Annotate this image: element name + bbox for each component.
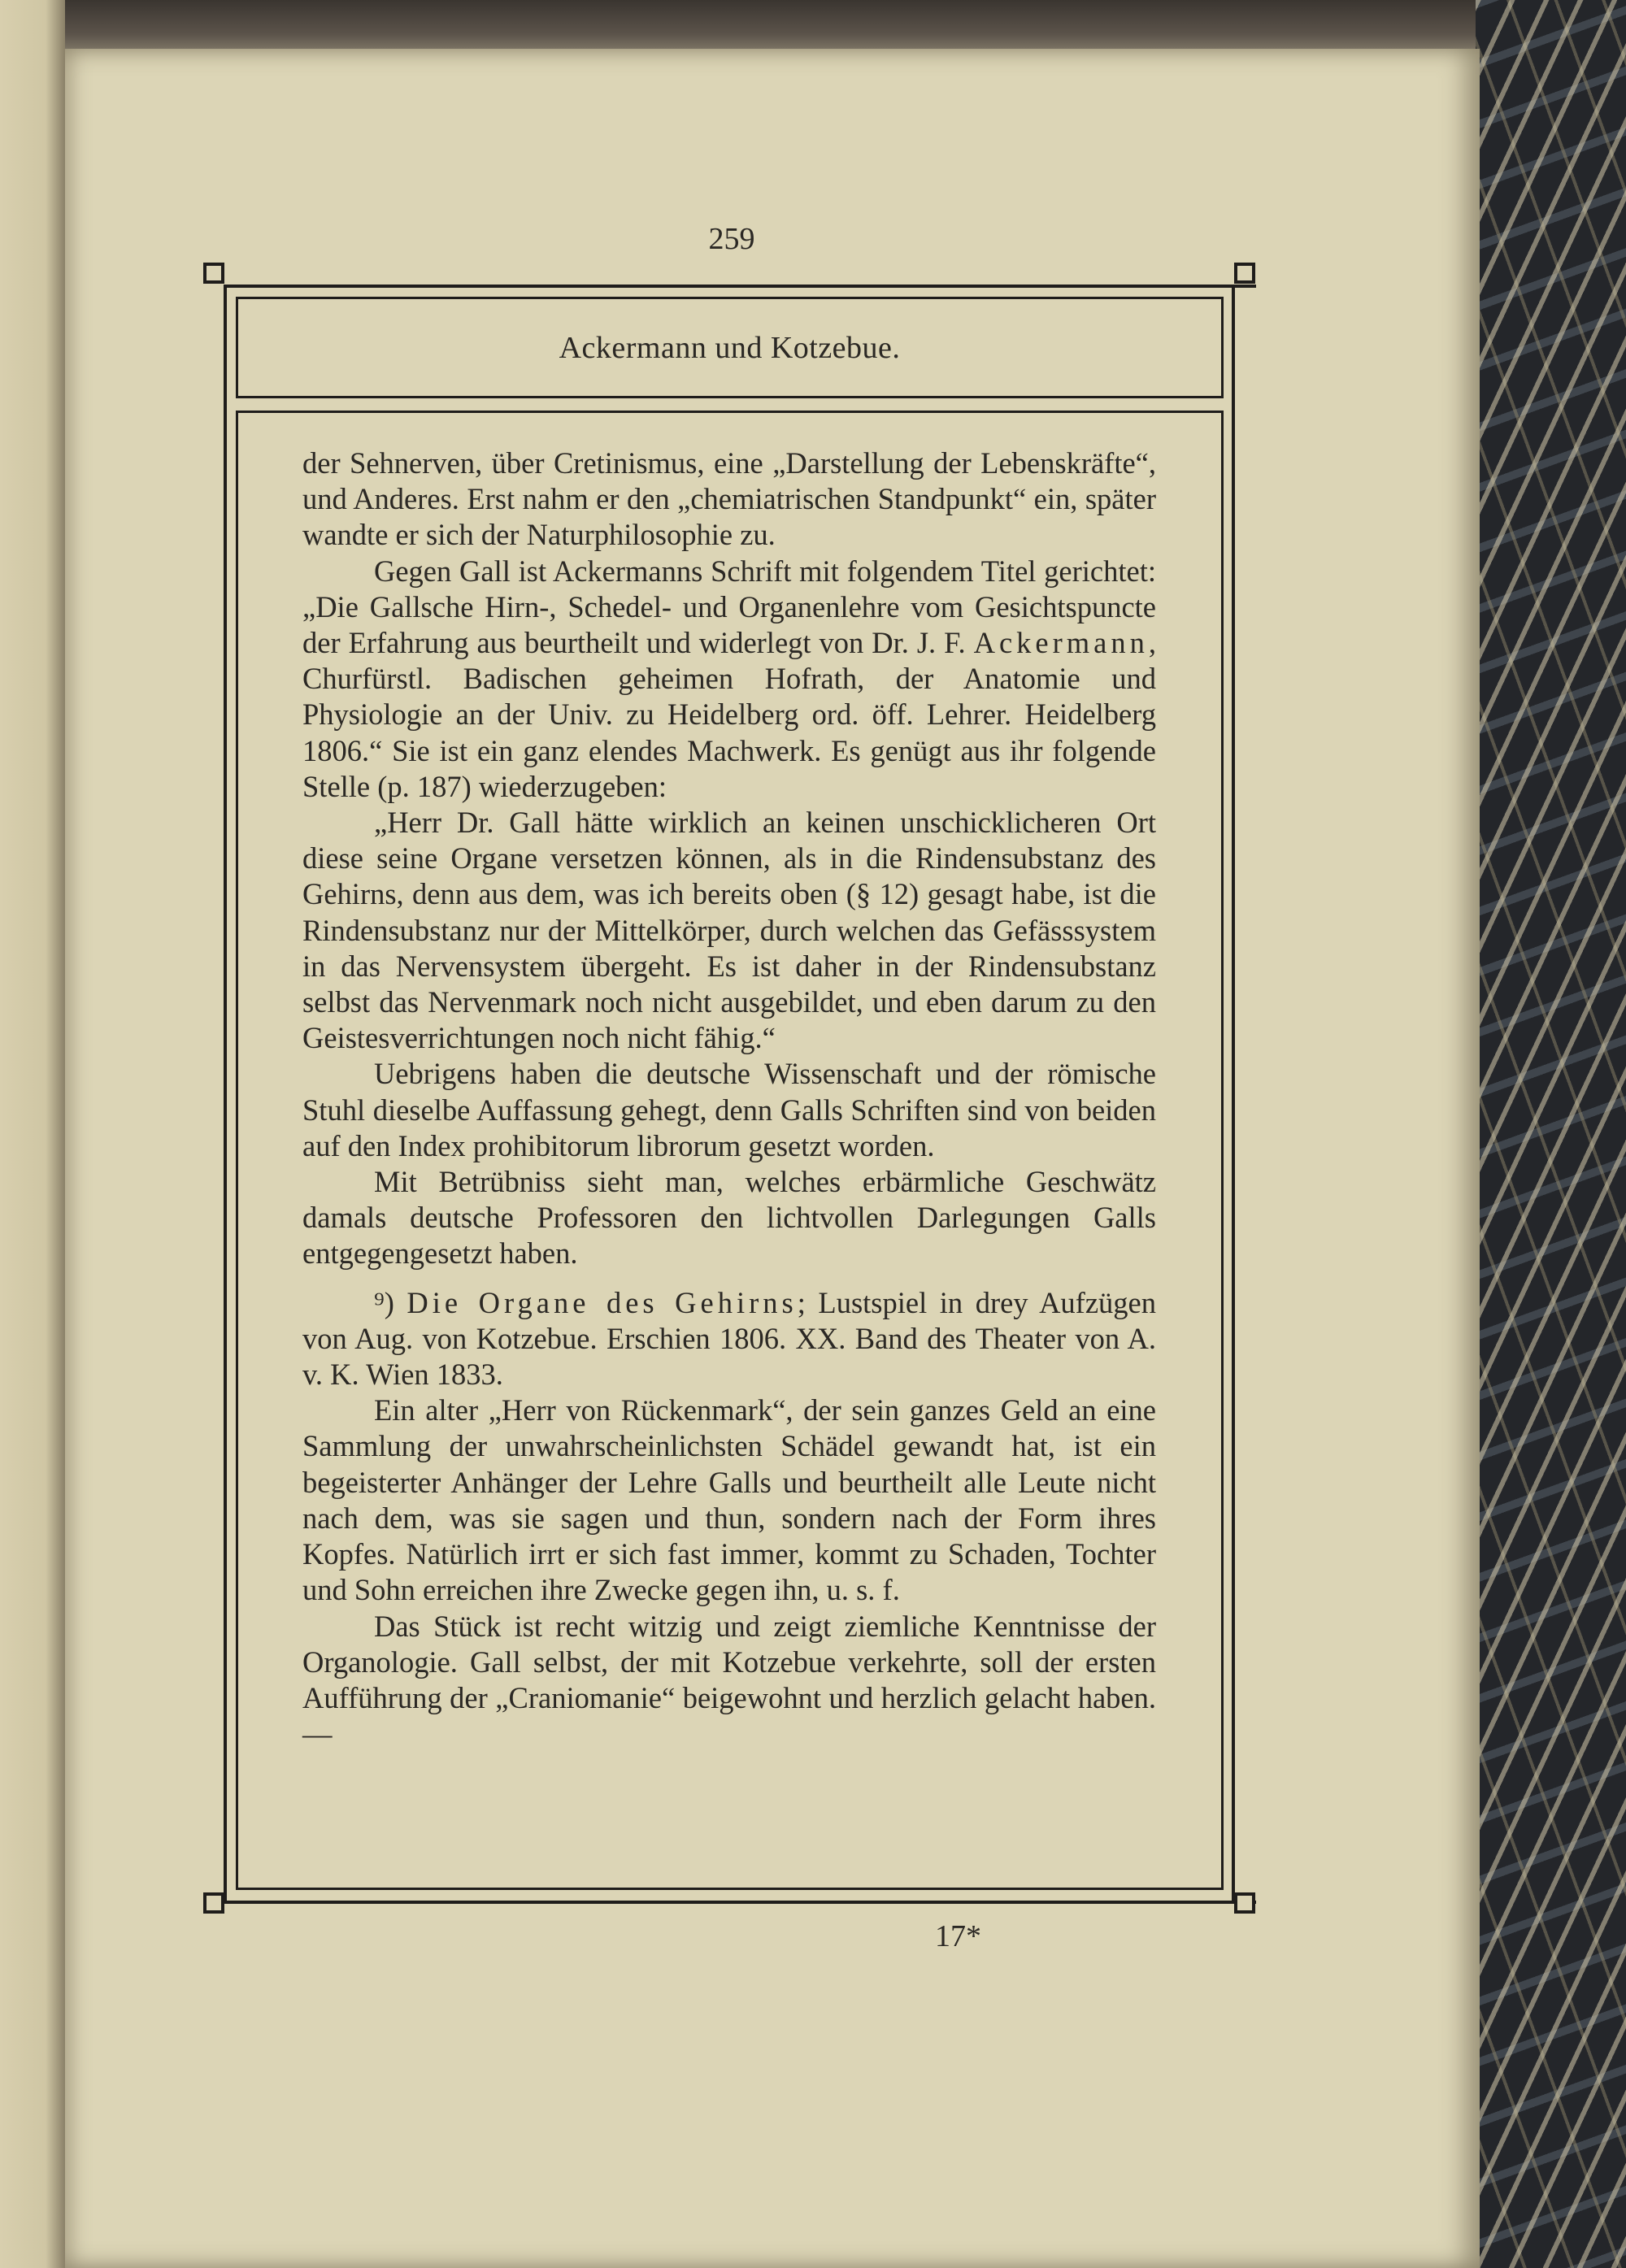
paragraph-text: ; Lustspiel in drey Aufzügen von Aug. von Kotzebue. Erschien 1806. XX. Band des Theater von A. v. K. Wien 1833. [302, 1285, 1156, 1392]
marbled-cover [1476, 0, 1626, 2268]
quotation [302, 805, 1156, 1056]
paragraph [302, 1609, 1156, 1753]
paragraph-text: „Herr Dr. Gall hätte wirklich an keinen unschicklicheren Ort diese seine Organe versetzen können, als in die Rindensubstanz des Gehirns, denn aus dem, was ich bereits oben (§ 12) gesagt habe, ist die Rindensubstanz nur der Mittelkörper, durch welchen das Gefässsystem in das Nervensystem übergeht. Es ist daher in der Rindensubstanz selbst das Nervenmark noch nicht ausgebildet, und eben darum zu den Geistesverrichtungen noch nicht fähig.“ [302, 806, 1156, 1055]
frame-top-line [224, 285, 1256, 288]
paragraph [302, 445, 1156, 554]
paragraph-text: Ein alter „Herr von Rückenmark“, der sein ganzes Geld an eine Sammlung der unwahrscheinlichsten Schädel gewandt hat, ist ein begeisterter Anhänger der Lehre Galls und beurtheilt alle Leute nicht nach dem, was sie sagen und thun, sondern nach der Form ihres Kopfes. Natürlich irrt er sich fast immer, kommt zu Schaden, Tochter und Sohn erreichen ihre Zwecke gegen ihn, u. s. f. [302, 1393, 1156, 1607]
paragraph-text: Gegen Gall ist Ackermanns Schrift mit folgendem Titel gerichtet: „Die Gallsche Hirn-, Schedel- und Organenlehre vom Gesichtspuncte der Erfahrung aus beurtheilt und widerlegt von Dr. J. F. [302, 554, 1156, 660]
paragraph [302, 554, 1156, 805]
paragraph-text: Das Stück ist recht witzig und zeigt ziemliche Kenntnisse der Organologie. Gall selbst, der mit Kotzebue verkehrte, soll der ersten Aufführung der „Craniomanie“ beigewohnt und herzlich gelacht haben. — [302, 1609, 1156, 1751]
page-body [302, 445, 1156, 1752]
frame-corner-bottom-right [1234, 1892, 1255, 1914]
paragraph [302, 1393, 1156, 1608]
footnote-marker: ⁹) [374, 1285, 407, 1319]
running-head: Ackermann und Kotzebue. [559, 330, 901, 365]
signature-mark: 17* [935, 1919, 981, 1953]
paragraph-text: , Churfürstl. Badischen geheimen Hofrath, der Anatomie und Physiologie an der Univ. zu Heidelberg ord. öff. Lehrer. Heidelberg 1806.“ Sie ist ein ganz elendes Machwerk. Es genügt aus ihr folgende Stelle (p. 187) wiederzugeben: [302, 626, 1156, 803]
frame-right-line [1232, 285, 1235, 1904]
footnote [302, 1285, 1156, 1393]
frame-corner-top-left [203, 263, 224, 284]
frame-corner-bottom-left [203, 1892, 224, 1914]
paragraph-text: Uebrigens haben die deutsche Wissenschaft und der römische Stuhl dieselbe Auffassung gehegt, denn Galls Schriften sind von beiden auf den Index prohibitorum librorum gesetzt worden. [302, 1057, 1156, 1162]
running-head-box [236, 297, 1224, 398]
paragraph-text: der Sehnerven, über Cretinismus, eine „Darstellung der Lebenskräfte“, und Anderes. Erst nahm er den „chemiatrischen Standpunkt“ ein, später wandte er sich der Naturphilosophie zu. [302, 446, 1156, 552]
paragraph [302, 1056, 1156, 1164]
frame-left-line [224, 285, 227, 1904]
facing-page-edge [0, 0, 65, 2268]
paragraph [302, 1164, 1156, 1272]
spaced-name: Ackermann [973, 626, 1149, 660]
paragraph-text: Mit Betrübniss sieht man, welches erbärmliche Geschwätz damals deutsche Professoren den lichtvollen Darlegungen Galls entgegengesetzt haben. [302, 1165, 1156, 1271]
spaced-title: Die Organe des Gehirns [406, 1285, 798, 1319]
frame-corner-top-right [1234, 263, 1255, 284]
frame-bottom-line [224, 1901, 1256, 1904]
page-number: 259 [708, 222, 755, 256]
